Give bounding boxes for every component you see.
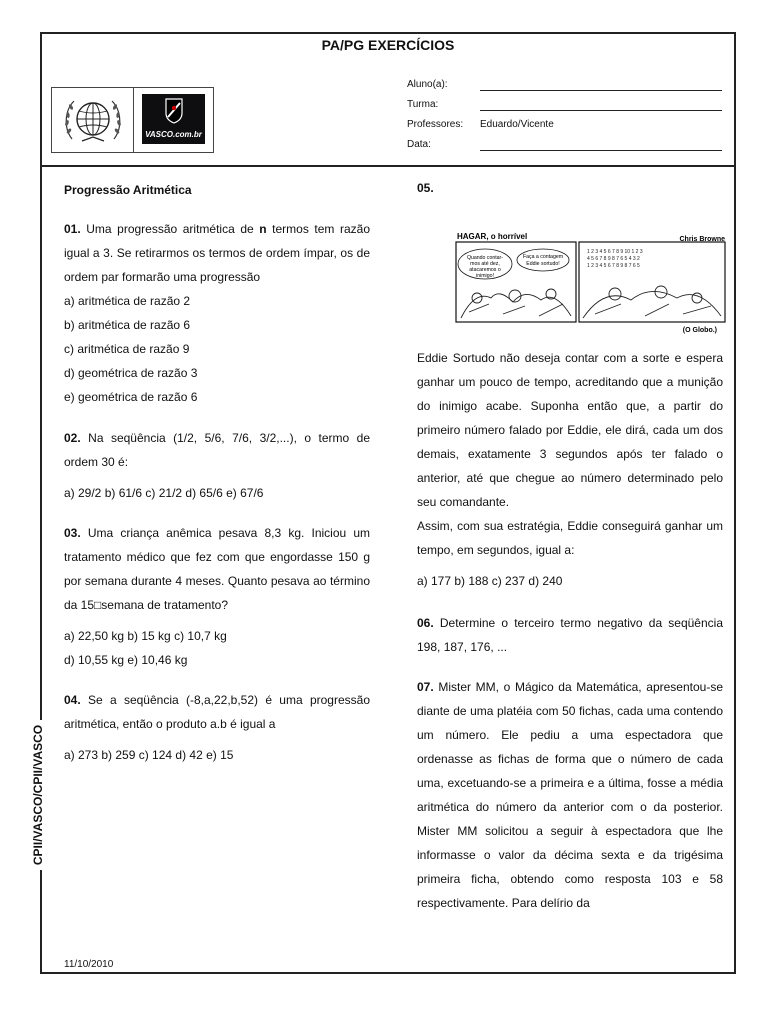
footer-date: 11/10/2010: [64, 959, 114, 970]
question-number: 05.: [417, 181, 434, 195]
question-number: 07.: [417, 680, 434, 694]
options-line: a) 29/2 b) 61/6 c) 21/2 d) 65/6 e) 67/6: [64, 486, 264, 500]
question-text: Na seqüência (1/2, 5/6, 7/6, 3/2,...), o termo de ordem 30 é:: [64, 431, 370, 469]
option: c) aritmética de razão 9: [64, 342, 190, 356]
question-05: [417, 346, 723, 593]
options-line: d) 10,55 kg e) 10,46 kg: [64, 653, 188, 667]
comic-source: (O Globo.): [682, 327, 717, 334]
sidebar-label: CPII/VASCO/CPII/VASCO: [31, 724, 45, 866]
logo-box: [51, 87, 214, 153]
left-column: [64, 178, 370, 202]
question-04: [64, 688, 370, 767]
comic-title: HAGAR, o horrível: [457, 232, 528, 241]
question-01: [64, 217, 370, 409]
question-07-text: [417, 675, 723, 915]
option: d) geométrica de razão 3: [64, 366, 198, 380]
comic-bubble-2: Faça a contagem: [522, 254, 564, 260]
comic-author: Chris Browne: [679, 236, 725, 243]
section-title: Progressão Aritmética: [64, 183, 192, 197]
logo-divider: [133, 88, 134, 152]
comic-numbers-row: 4 5 6 7 8 9 8 7 6 5 4 3 2: [587, 256, 640, 262]
field-label: Data:: [407, 139, 431, 150]
field-label: Turma:: [407, 99, 439, 110]
field-label: Aluno(a):: [407, 79, 448, 90]
field-value: Eduardo/Vicente: [480, 119, 554, 130]
option: a) aritmética de razão 2: [64, 294, 191, 308]
comic-numbers-row: 1 2 3 4 5 6 7 8 9 8 7 6 5: [587, 263, 640, 269]
question-07: [417, 675, 723, 915]
question-06-text: [417, 611, 723, 659]
question-number: 02.: [64, 431, 81, 445]
comic-bubble-1-line: mos até dez,: [470, 261, 500, 267]
sidebar-vertical-text: [30, 725, 46, 865]
field-underline: [480, 90, 722, 91]
question-03: [64, 521, 370, 672]
options-line: a) 273 b) 259 c) 124 d) 42 e) 15: [64, 748, 234, 762]
field-underline: [480, 150, 722, 151]
question-number: 04.: [64, 693, 81, 707]
option: e) geométrica de razão 6: [64, 390, 198, 404]
comic-bubble-1: Quando contar-: [466, 255, 504, 261]
options-line: a) 177 b) 188 c) 237 d) 240: [417, 574, 563, 588]
question-number: 06.: [417, 616, 434, 630]
question-text: Uma progressão aritmética de: [80, 222, 260, 236]
comic-bubble-1-line: inimigo!: [476, 273, 494, 279]
school-emblem-icon: [62, 93, 124, 149]
vasco-logo: [142, 94, 205, 144]
vasco-shield-icon: [165, 98, 183, 124]
page-title: PA/PG EXERCÍCIOS: [321, 37, 455, 53]
field-underline: [480, 110, 722, 111]
question-text: Uma criança anêmica pesava 8,3 kg. Iniciou um tratamento médico que fez com que engordasse 150 g por semana durante 4 meses. Quanto pesava ao término da 15□semana de tratamento?: [64, 526, 370, 612]
vasco-logo-text: VASCO.com.br: [145, 130, 202, 139]
question-03-text: [64, 521, 370, 617]
question-text: Mister MM, o Mágico da Matemática, apresentou-se diante de uma platéia com 50 fichas, cada uma contendo um número. Ele pediu a uma espectadora que ordenasse as fichas de forma que o número de cada uma, excetuando-se a primeira e a última, fosse a média aritmética do número da anterior com o da posterior. Mister MM solicitou a seguir à espectadora que lhe informasse o valor da décima sexta e da trigésima primeira ficha, obtendo como resposta 103 e 58 respectivamente. Para delírio da: [417, 680, 723, 910]
question-01-text: [64, 217, 370, 289]
comic-bubble-2-line: Eddie sortudo!: [526, 261, 560, 267]
options-line: a) 22,50 kg b) 15 kg c) 10,7 kg: [64, 629, 227, 643]
question-number: 01.: [64, 222, 81, 236]
question-number: 03.: [64, 526, 81, 540]
option: b) aritmética de razão 6: [64, 318, 191, 332]
field-label: Professores:: [407, 119, 464, 130]
question-text: Determine o terceiro termo negativo da seqüência 198, 187, 176, ...: [417, 616, 723, 654]
question-05-header: [417, 176, 723, 200]
question-text: termos tem razão igual a 3. Se retirarmos os termos de ordem ímpar, os de ordem par formarão uma progressão: [64, 222, 371, 284]
header-divider: [40, 165, 736, 167]
question-04-text: [64, 688, 370, 736]
question-02: [64, 426, 370, 505]
question-06: [417, 611, 723, 659]
question-variable: n: [259, 222, 267, 236]
question-text: Se a seqüência (-8,a,22,b,52) é uma progressão aritmética, então o produto a.b é igual a: [64, 693, 370, 731]
hagar-comic-image: [455, 228, 729, 336]
question-05-text: Eddie Sortudo não deseja contar com a sorte e espera ganhar um pouco de tempo, acreditando que a munição do inimigo acabe. Suponha então que, a partir do primeiro número falado por Eddie, ele dirá, cada um dos demais, exatamente 3 segundos após ter falado o anterior, até que chegue ao número determinado pelo seu comandante.: [417, 351, 723, 509]
comic-bubble-1-line: atacaremos o: [469, 267, 501, 273]
question-02-text: [64, 426, 370, 474]
comic-numbers-row: 1 2 3 4 5 6 7 8 9 10 1 2 3: [587, 249, 643, 255]
question-05-text-2: Assim, com sua estratégia, Eddie conseguirá ganhar um tempo, em segundos, igual a:: [417, 519, 723, 557]
